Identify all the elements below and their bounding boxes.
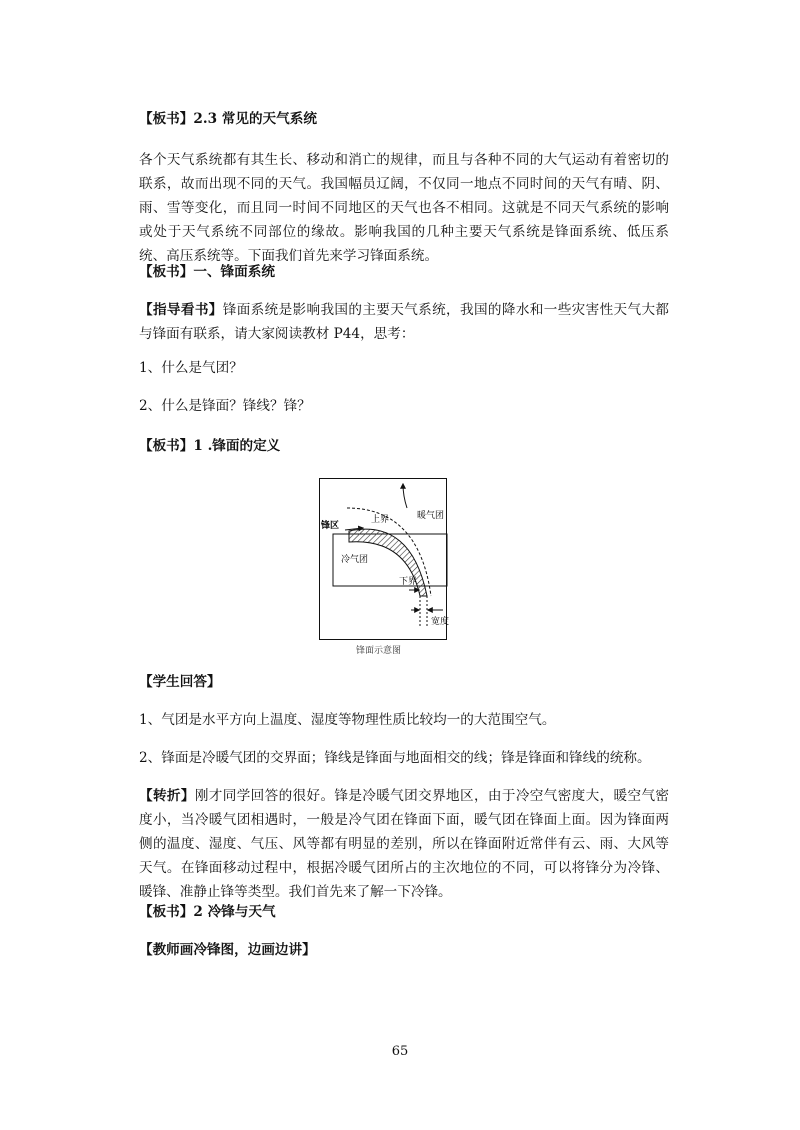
transition-paragraph bbox=[139, 784, 669, 904]
diagram-frame bbox=[320, 479, 450, 640]
transition-tag: 【转折】 bbox=[139, 788, 195, 804]
front-diagram bbox=[319, 478, 450, 640]
section-heading-cold-front bbox=[139, 900, 669, 924]
transition-text: 刚才同学回答的很好。锋是冷暖气团交界地区，由于冷空气密度大，暖空气密度小，当冷暖气团相遇时，一般是冷气团在锋面下面，暖气团在锋面上面。因为锋面两侧的温度、湿度、气压、风等都有明显的差别，所以在锋面附近常伴有云、雨、大风等天气。在锋面移动过程中，根据冷暖气团所占的主次地位的不同，可以将锋分为冷锋、暖锋、准静止锋等类型。我们首先来了解一下冷锋。 bbox=[139, 788, 669, 900]
label-front-zone: 锋区 bbox=[321, 521, 340, 531]
section-heading-2-3 bbox=[139, 107, 669, 131]
student-answer-2: 2、锋面是冷暖气团的交界面；锋线是锋面与地面相交的线；锋是锋面和锋线的统称。 bbox=[139, 750, 651, 766]
label-width: 宽度 bbox=[431, 617, 450, 627]
label-cold-air: 冷气团 bbox=[341, 555, 369, 565]
label-lower-boundary: 下界 bbox=[399, 577, 418, 587]
question-2: 2、什么是锋面？锋线？锋？ bbox=[139, 398, 311, 414]
guided-reading-text: 锋面系统是影响我国的主要天气系统，我国的降水和一些灾害性天气大都与锋面有联系，请大家阅读教材 P44，思考： bbox=[139, 302, 670, 342]
label-upper-boundary: 上界 bbox=[371, 515, 390, 525]
heading-tag: 【板书】 bbox=[139, 264, 194, 280]
heading-tag: 【板书】 bbox=[139, 438, 194, 454]
section-heading-front-definition bbox=[139, 434, 669, 458]
student-answer-1: 1、气团是水平方向上温度、湿度等物理性质比较均一的大范围空气。 bbox=[139, 712, 556, 728]
section-heading-front-system bbox=[139, 260, 669, 284]
heading-text: 一、锋面系统 bbox=[193, 264, 275, 280]
intro-paragraph: 各个天气系统都有其生长、移动和消亡的规律，而且与各种不同的大气运动有着密切的联系，故而出现不同的天气。我国幅员辽阔，不仅同一地点不同时间的天气有晴、阴、雨、雪等变化，而且同一时间不同地区的天气也各不相同。这就是不同天气系统的影响或处于天气系统不同部位的缘故。影响我国的几种主要天气系统是锋面系统、低压系统、高压系统等。下面我们首先来学习锋面系统。 bbox=[139, 152, 669, 264]
heading-text: 2 冷锋与天气 bbox=[193, 904, 276, 920]
figure-caption: 锋面示意图 bbox=[356, 646, 402, 656]
teacher-note: 【教师画冷锋图，边画边讲】 bbox=[139, 942, 316, 958]
page-number: 65 bbox=[391, 1044, 409, 1059]
heading-text: 1 .锋面的定义 bbox=[193, 438, 281, 454]
guided-reading-tag: 【指导看书】 bbox=[139, 302, 223, 318]
question-1: 1、什么是气团？ bbox=[139, 360, 243, 376]
heading-tag: 【板书】 bbox=[139, 904, 194, 920]
label-warm-air: 暖气团 bbox=[417, 511, 445, 521]
heading-tag: 【板书】 bbox=[139, 111, 194, 127]
guided-reading-paragraph bbox=[139, 298, 669, 346]
student-answer-heading: 【学生回答】 bbox=[139, 674, 221, 690]
heading-text: 2.3 常见的天气系统 bbox=[193, 111, 317, 127]
